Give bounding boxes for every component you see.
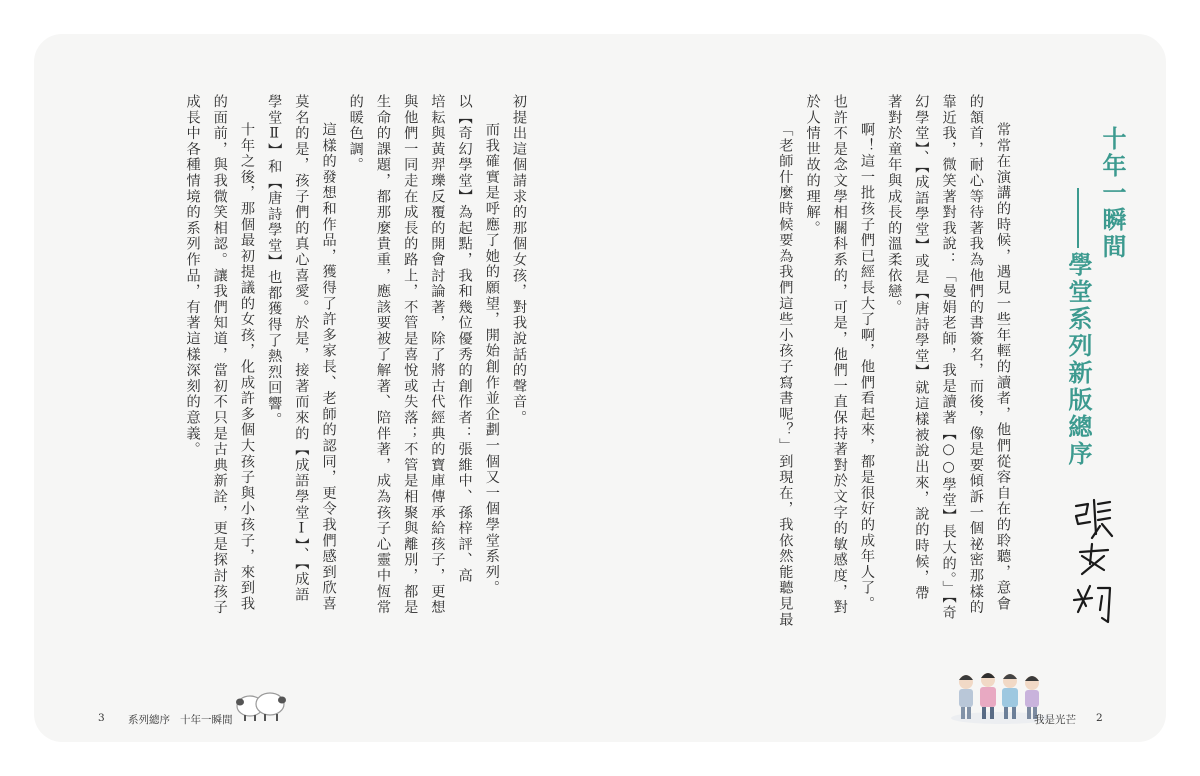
paragraph: 這樣的發想和作品，獲得了許多家長、老師的認同，更令我們感到欣喜 — [320, 122, 337, 613]
paragraph: 靠近我，微笑著對我說：「曼娟老師，我是讀著【○○學堂】長大的。」【奇 — [940, 94, 957, 621]
paragraph: 的暖色調。 — [347, 94, 364, 173]
paragraph: 與他們一同走在成長的路上，不管是喜悅或失落；不管是相聚與離別，都是 — [402, 94, 419, 616]
title-dash — [1077, 188, 1079, 248]
paragraph: 幻學堂】、【成語學堂】或是【唐詩學堂】就這樣被說出來，說的時候，帶 — [913, 94, 930, 602]
paragraph: 以【奇幻學堂】為起點，我和幾位優秀的創作者：張維中、孫梓評、高 — [456, 94, 473, 584]
paragraph: 培耘與黃羿瓅反覆的開會討論著，除了將古代經典的寶庫傳承給孩子，更想 — [429, 94, 446, 616]
left-footer-title: 十年一瞬間 — [180, 714, 233, 726]
signature-image — [1064, 494, 1124, 644]
sheep-illustration — [232, 686, 290, 726]
right-page-number: 2 — [1096, 712, 1103, 724]
title-line-2-text: 學堂系列新版總序 — [1064, 252, 1093, 468]
chapter-title — [1050, 98, 1130, 498]
paragraph: 生命的課題，都那麼貴重，應該要被了解著、陪伴著，成為孩子心靈中恆常 — [374, 94, 391, 616]
paragraph: 十年之後，那個最初提議的女孩，化成許多個大孩子與小孩子，來到我 — [238, 122, 255, 613]
paragraph: 成長中各種情境的系列作品，有著這樣深刻的意義。 — [184, 94, 201, 458]
paragraph: 也許不是念文學相關科系的，可是，他們一直保持著對於文字的敏感度，對 — [831, 94, 848, 616]
right-page-body — [771, 94, 1016, 714]
book-spread — [34, 34, 1166, 742]
paragraph: 「老師什麼時候要為我們這些小孩子寫書呢？」到現在，我依然能聽見最 — [777, 122, 794, 628]
left-page-number: 3 — [98, 712, 105, 724]
paragraph: 的頷首，耐心等待著我為他們的書簽名，而後，像是要傾訴一個祕密那樣的 — [967, 94, 984, 616]
paragraph: 常常在演講的時候，遇見一些年輕的讀者，他們從容自在的聆聽，意會 — [995, 122, 1011, 613]
paragraph: 初提出這個請求的那個女孩，對我說話的聲音。 — [511, 94, 527, 426]
title-line-1: 十年一瞬間 — [1098, 126, 1127, 261]
right-footer-label: 我是光芒 — [1034, 714, 1076, 726]
paragraph: 的面前，與我微笑相認。讓我們知道，當初不只是古典新詮，更是探討孩子 — [211, 94, 228, 616]
paragraph: 莫名的是，孩子們的真心喜愛。於是，接著而來的【成語學堂Ⅰ】、【成語 — [293, 94, 310, 603]
paragraph: 著對於童年與成長的溫柔依戀。 — [886, 94, 903, 316]
title-line-2 — [1061, 188, 1096, 468]
left-footer-series: 系列總序 — [128, 714, 170, 726]
paragraph: 啊！這一批孩子們已經長大了啊，他們看起來，都是很好的成年人了。 — [858, 122, 875, 613]
paragraph: 學堂Ⅱ】和【唐詩學堂】也都獲得了熱烈回響。 — [266, 94, 283, 428]
left-page-body — [178, 94, 532, 714]
paragraph: 於人情世故的理解。 — [804, 94, 821, 237]
paragraph: 而我確實是呼應了她的願望，開始創作並企劃一個又一個學堂系列。 — [483, 122, 500, 597]
